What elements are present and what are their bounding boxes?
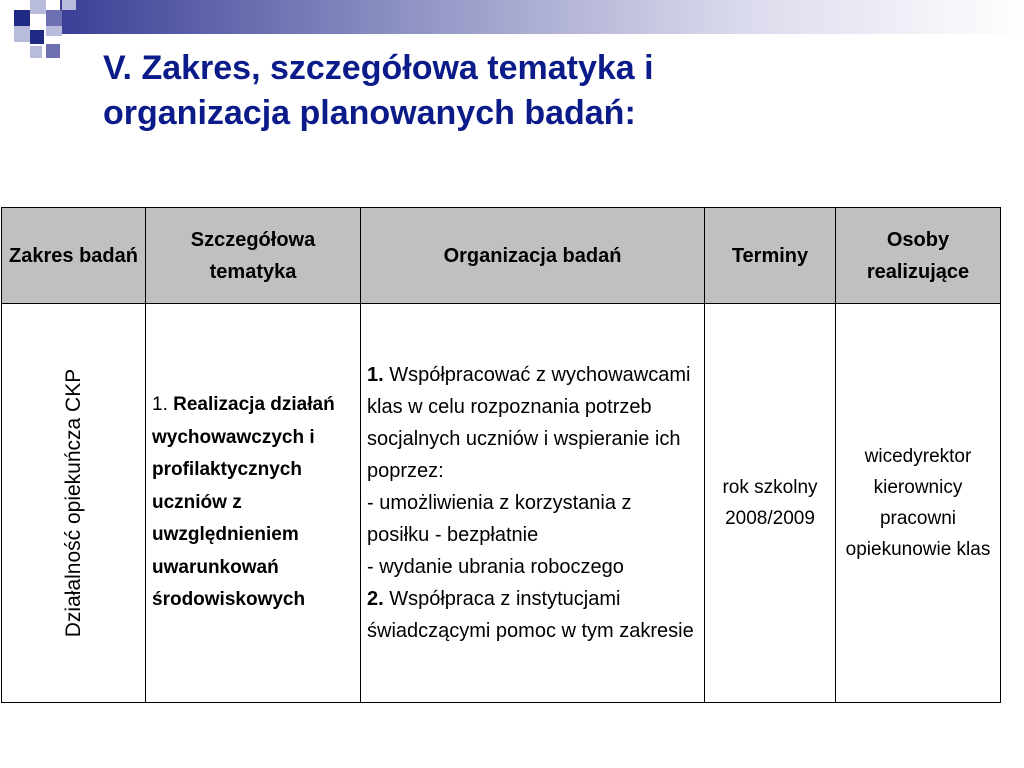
cell-scope	[2, 304, 146, 703]
cell-topic	[146, 304, 361, 703]
org-item-2	[367, 583, 698, 647]
cell-people: wicedyrektor kierownicy pracowni opiekunowie klas	[836, 304, 1001, 703]
cell-organization	[361, 304, 705, 703]
org-bullet-1: - umożliwienia z korzystania z posiłku - bezpłatnie	[367, 492, 632, 546]
decor-square	[62, 0, 76, 10]
topic-text: Realizacja działań wychowawczych i profilaktycznych uczniów z uwzględnieniem uwarunkowań środowiskowych	[152, 394, 335, 611]
slide-title-line1: V. Zakres, szczegółowa tematyka i	[103, 49, 654, 87]
topic-number: 1.	[152, 394, 174, 416]
header-gradient-band	[60, 0, 1024, 34]
header-topic: Szczegółowa tematyka	[146, 208, 361, 304]
org-item-2-text: Współpraca z instytucjami świadczącymi pomoc w tym zakresie	[367, 588, 694, 642]
cell-dates: rok szkolny 2008/2009	[705, 304, 836, 703]
header-organization: Organizacja badań	[361, 208, 705, 304]
decor-square	[30, 0, 46, 14]
decor-square	[30, 30, 44, 44]
scope-vertical-label: Działalność opiekuńcza CKP	[61, 368, 85, 638]
org-item-1	[367, 359, 698, 487]
table-row	[2, 304, 1001, 703]
slide-title	[103, 46, 983, 136]
decor-square	[46, 44, 60, 58]
decor-square	[14, 26, 30, 42]
header-people: Osoby realizujące	[836, 208, 1001, 304]
org-item-1-number: 1.	[367, 364, 384, 386]
research-plan-table	[1, 207, 1001, 703]
decor-square	[46, 10, 62, 26]
decor-square	[30, 46, 42, 58]
header-scope: Zakres badań	[2, 208, 146, 304]
org-item-1-text: Współpracować z wychowawcami klas w celu rozpoznania potrzeb socjalnych uczniów i wspieranie ich poprzez:	[367, 364, 691, 482]
decor-square	[46, 26, 62, 36]
decor-square	[14, 10, 30, 26]
slide-title-line2: organizacja planowanych badań:	[103, 94, 636, 132]
header-dates: Terminy	[705, 208, 836, 304]
org-item-2-number: 2.	[367, 588, 384, 610]
org-bullet-2: - wydanie ubrania roboczego	[367, 556, 624, 578]
table-header-row	[2, 208, 1001, 304]
